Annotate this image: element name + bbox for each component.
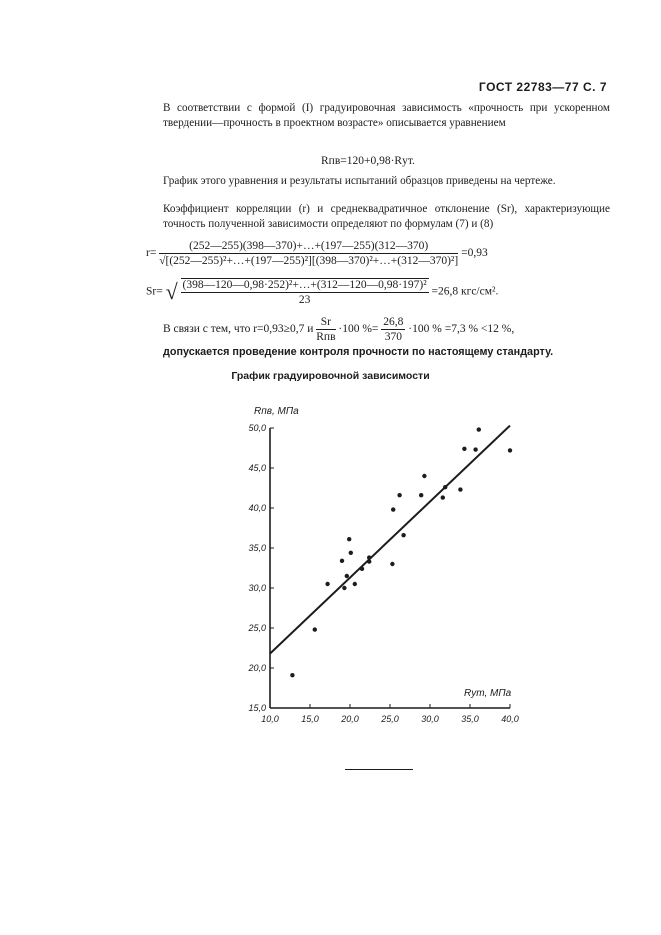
equation-main: Rпв=120+0,98·Rут. [321,155,415,167]
data-point [367,555,371,559]
data-point [345,574,349,578]
regression-line [270,426,510,654]
equation-s-fraction [181,278,429,306]
data-point [441,495,445,499]
data-point [342,586,346,590]
equation-s-rhs: =26,8 кгс/см². [431,285,499,298]
x-axis-label: Rут, МПа [464,688,512,699]
x-tick-label: 15,0 [301,714,319,724]
equation-r-lhs: r= [146,247,157,260]
data-point [458,487,462,491]
paragraph-3: Коэффициент корреляции (r) и среднеквадратичное отклонение (Sr), характеризующие точность полученной зависимости определяют по формулам (7) и (8) [163,203,610,231]
equation-s-lhs: Sr= [146,285,163,298]
x-tick-label: 20,0 [341,714,359,724]
y-tick-label: 25,0 [248,623,266,633]
x-tick-label: 40,0 [501,714,519,724]
data-point [473,447,477,451]
data-point [360,567,364,571]
equation-deviation [146,278,498,306]
end-rule [345,769,413,770]
y-axis-label: Rпв, МПа [254,406,299,417]
data-point [353,582,357,586]
equation-s-numerator: (398—120—0,98·252)²+…+(312—120—0,98·197)² [182,279,427,291]
equation-correlation [146,240,488,267]
condition-post: ·100 % =7,3 % <12 %, [408,323,515,336]
y-tick-label: 30,0 [248,583,266,593]
data-point [422,474,426,478]
y-tick-label: 40,0 [248,503,266,513]
chart-title: График градуировочной зависимости [231,370,430,382]
paragraph-4: допускается проведение контроля прочности по настоящему стандарту. [163,346,554,358]
paragraph-1: В соответствии с формой (I) градуировочная зависимость «прочность при ускоренном твердении—прочность в проектном возрасте» описывается уравнением [163,102,610,130]
condition-f2-den: 370 [384,331,402,343]
data-point [508,448,512,452]
condition-f2-num: 26,8 [383,316,404,328]
x-tick-label: 30,0 [421,714,439,724]
tick-labels [247,423,518,724]
y-tick-label: 45,0 [248,463,266,473]
data-points [290,427,512,677]
calibration-chart [230,400,530,740]
page-header: ГОСТ 22783—77 С. 7 [478,80,607,94]
sqrt-sign: √ [165,279,178,304]
regression-line-path [270,426,510,654]
equation-r-denominator: √[(252—255)²+…+(197—255)²][(398—370)²+…+(312—370)²] [159,255,459,267]
equation-condition [163,316,514,343]
data-point [290,673,294,677]
condition-fraction-1 [316,316,335,343]
x-tick-label: 10,0 [261,714,279,724]
y-tick-label: 20,0 [248,663,266,673]
data-point [391,507,395,511]
data-point [401,533,405,537]
y-tick-label: 35,0 [248,543,266,553]
equation-r-rhs: =0,93 [461,247,488,260]
data-point [390,562,394,566]
data-point [325,582,329,586]
x-tick-label: 35,0 [461,714,479,724]
data-point [397,493,401,497]
data-point [367,559,371,563]
condition-pre: В связи с тем, что r=0,93≥0,7 и [163,323,314,336]
y-tick-label: 50,0 [248,423,266,433]
paragraph-2: График этого уравнения и результаты испытаний образцов приведены на чертеже. [163,175,556,187]
equation-r-fraction [159,240,458,267]
condition-mid: ·100 %= [338,323,379,336]
data-point [347,537,351,541]
data-point [477,427,481,431]
data-point [340,559,344,563]
condition-f1-den: Rпв [316,331,336,343]
x-tick-label: 25,0 [381,714,399,724]
data-point [443,485,447,489]
axes [270,428,510,708]
data-point [349,551,353,555]
condition-f1-num: Sr [316,316,335,330]
data-point [419,493,423,497]
y-tick-label: 15,0 [248,703,266,713]
condition-fraction-2 [381,316,405,343]
equation-s-denominator: 23 [298,294,311,306]
data-point [462,447,466,451]
data-point [313,627,317,631]
equation-r-numerator: (252—255)(398—370)+…+(197—255)(312—370) [159,240,458,254]
